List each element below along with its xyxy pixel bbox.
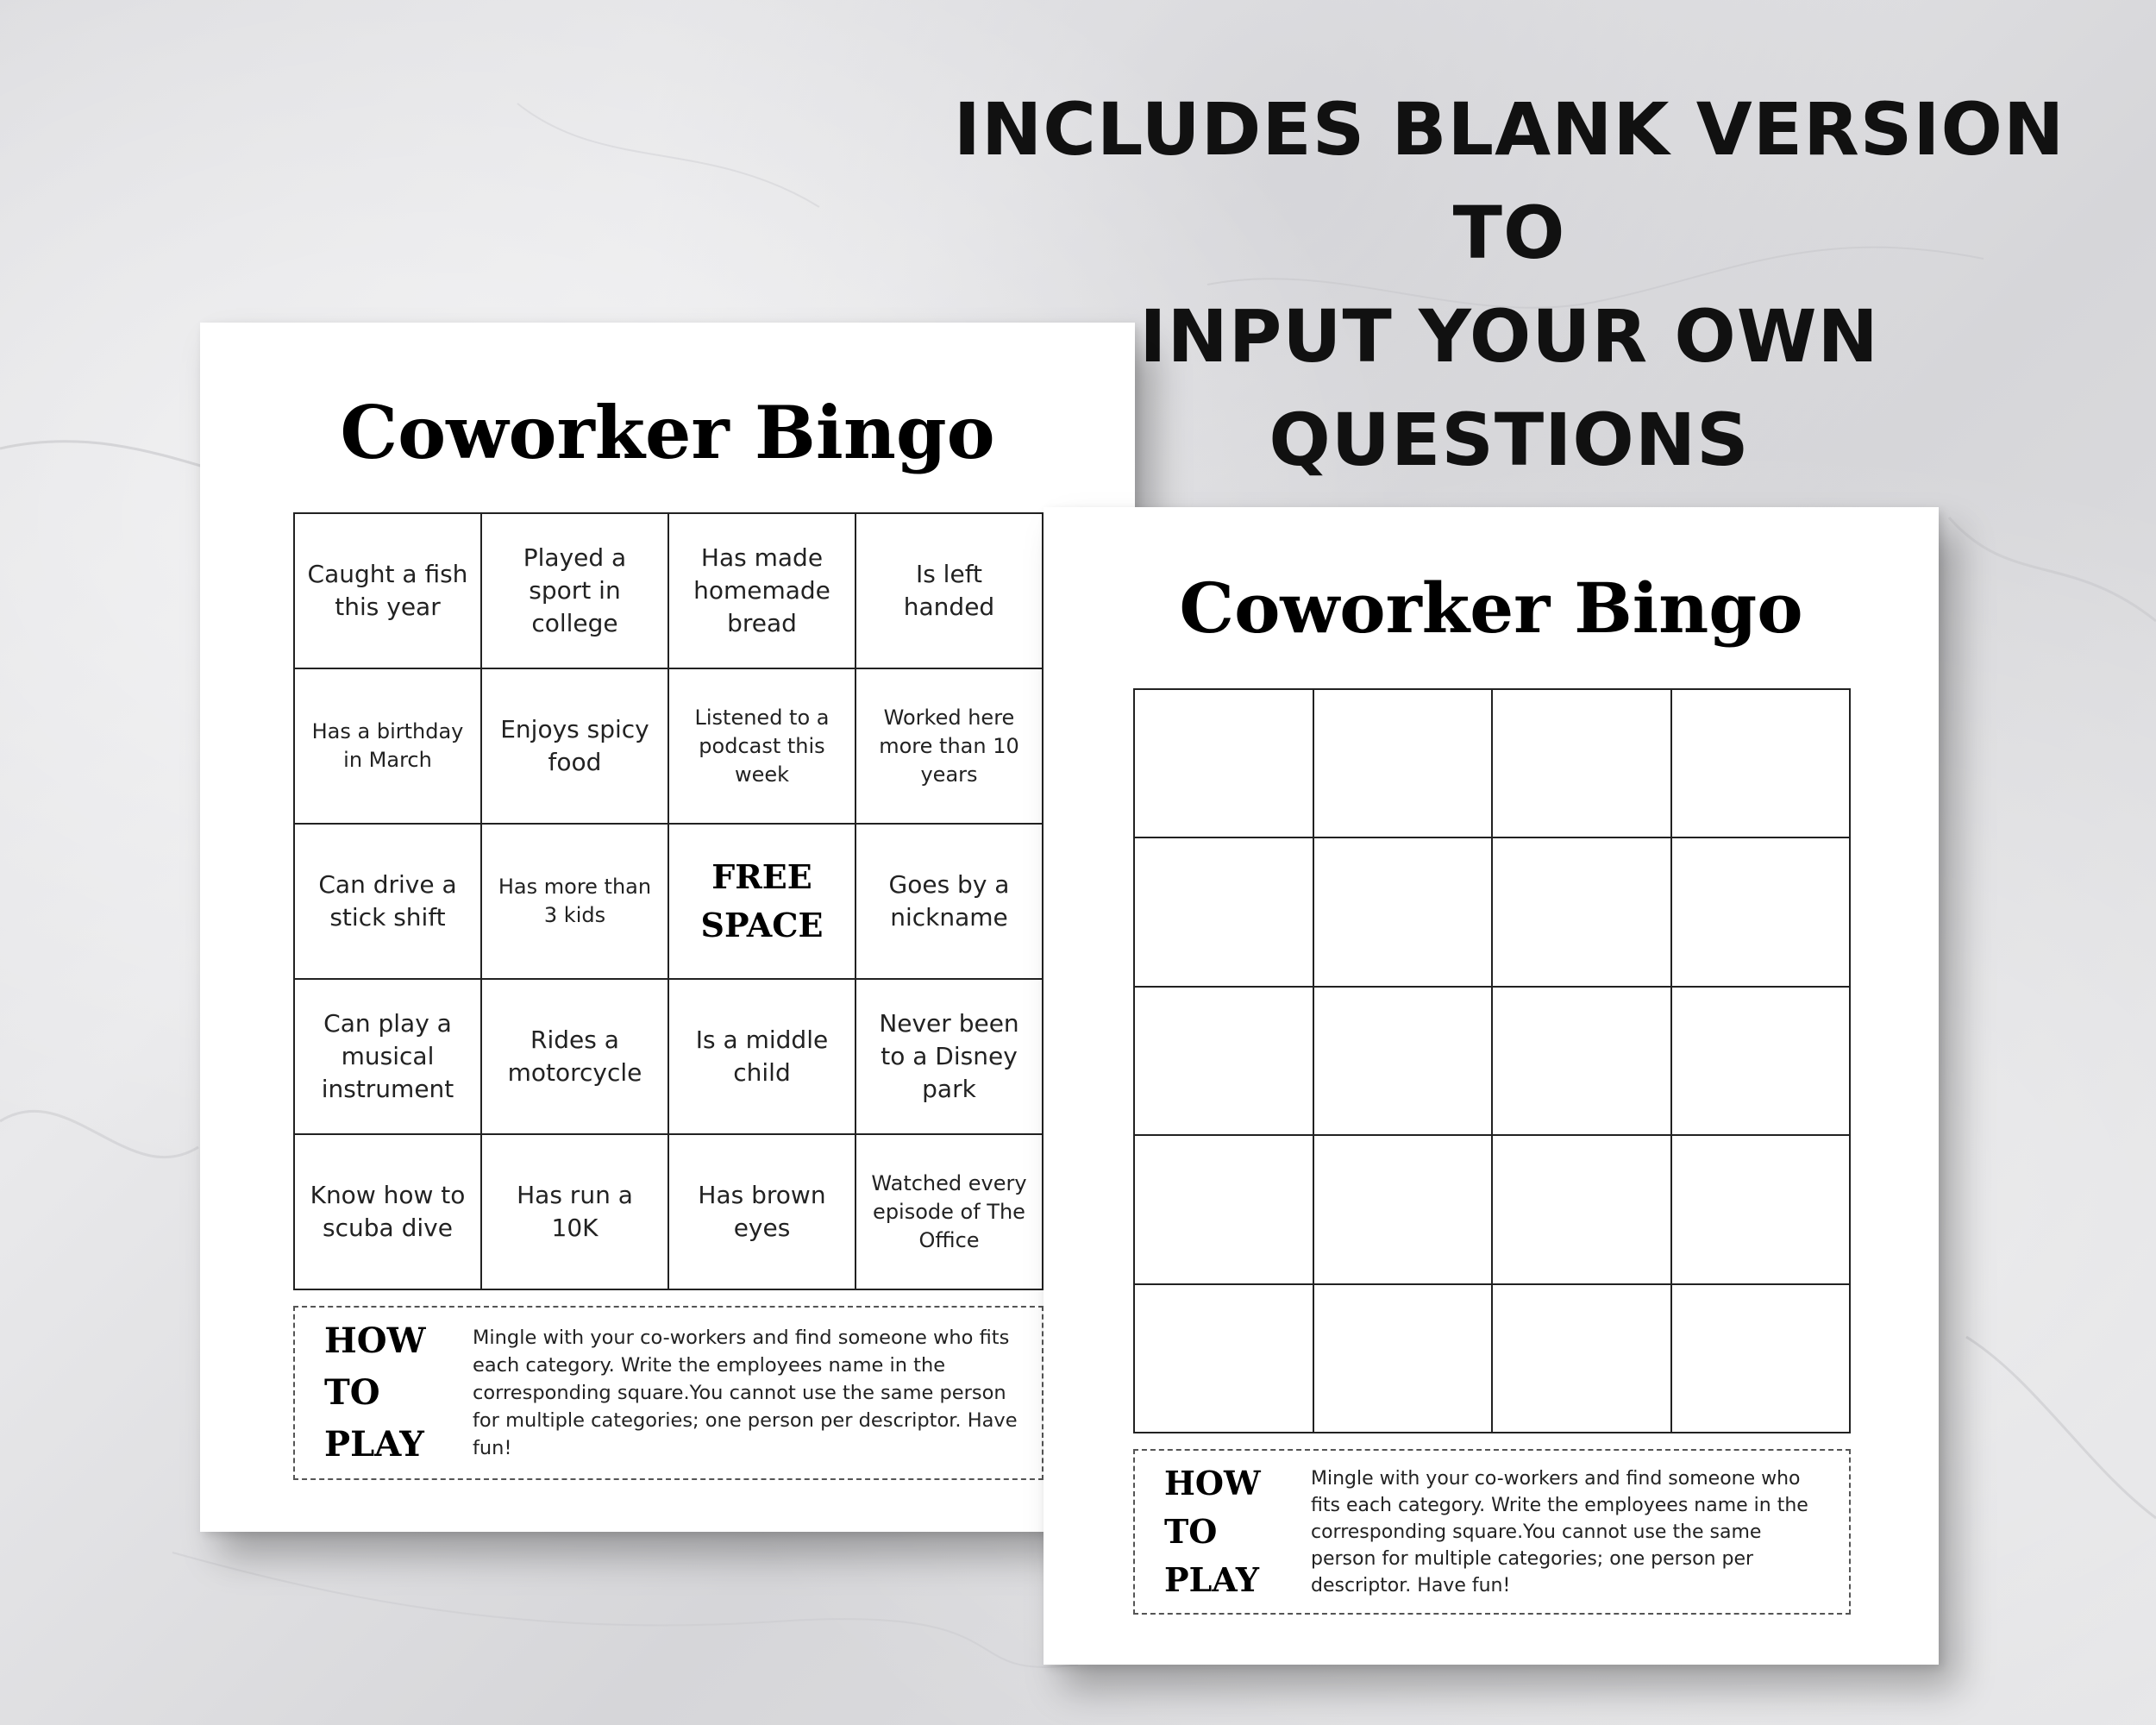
blank-cell bbox=[1135, 838, 1314, 987]
bingo-cell: Is a middle child bbox=[669, 980, 856, 1135]
bingo-cell: Is left handed bbox=[856, 514, 1044, 669]
blank-cell bbox=[1135, 1285, 1314, 1433]
sheet-title: Coworker Bingo bbox=[1179, 568, 1803, 649]
blank-cell bbox=[1493, 988, 1672, 1136]
filled-bingo-sheet bbox=[200, 323, 1135, 1532]
bingo-cell: Caught a fish this year bbox=[295, 514, 482, 669]
how-to-play-box bbox=[293, 1306, 1044, 1480]
blank-cell bbox=[1314, 838, 1494, 987]
blank-cell bbox=[1314, 1136, 1494, 1284]
how-to-play-text: Mingle with your co-workers and find someone who fits each category. Write the employees name in the corresponding square.You cannot use the same person for multiple categories; one person per descriptor. Have fun! bbox=[473, 1327, 1018, 1459]
bingo-grid bbox=[293, 512, 1044, 1290]
bingo-cell: Listened to a podcast this week bbox=[669, 669, 856, 825]
how-to-play-heading: HOW TO PLAY bbox=[1164, 1464, 1261, 1599]
blank-cell bbox=[1672, 838, 1852, 987]
blank-cell bbox=[1672, 690, 1852, 838]
bingo-cell: Enjoys spicy food bbox=[482, 669, 669, 825]
headline-line-2: INPUT YOUR OWN QUESTIONS bbox=[1139, 294, 1879, 482]
blank-cell bbox=[1493, 838, 1672, 987]
bingo-cell: Has more than 3 kids bbox=[482, 825, 669, 980]
blank-cell bbox=[1493, 1285, 1672, 1433]
bingo-cell: Rides a motorcycle bbox=[482, 980, 669, 1135]
bingo-cell: Watched every episode of The Office bbox=[856, 1135, 1044, 1290]
bingo-cell: Know how to scuba dive bbox=[295, 1135, 482, 1290]
blank-bingo-sheet bbox=[1044, 507, 1939, 1665]
blank-cell bbox=[1135, 1136, 1314, 1284]
free-space-cell: FREE SPACE bbox=[669, 825, 856, 980]
bingo-cell: Goes by a nickname bbox=[856, 825, 1044, 980]
blank-cell bbox=[1672, 1136, 1852, 1284]
blank-cell bbox=[1493, 690, 1672, 838]
bingo-cell: Worked here more than 10 years bbox=[856, 669, 1044, 825]
how-to-play-text: Mingle with your co-workers and find someone who fits each category. Write the employees name in the corresponding square.You cannot use the same person for multiple categories; one person per descriptor. Have fun! bbox=[1311, 1467, 1808, 1596]
blank-cell bbox=[1135, 690, 1314, 838]
headline-line-1: INCLUDES BLANK VERSION TO bbox=[953, 87, 2065, 275]
bingo-cell: Played a sport in college bbox=[482, 514, 669, 669]
bingo-cell: Has a birthday in March bbox=[295, 669, 482, 825]
bingo-cell: Has made homemade bread bbox=[669, 514, 856, 669]
blank-cell bbox=[1493, 1136, 1672, 1284]
bingo-cell: Can drive a stick shift bbox=[295, 825, 482, 980]
bingo-cell: Can play a musical instrument bbox=[295, 980, 482, 1135]
bingo-cell: Has run a 10K bbox=[482, 1135, 669, 1290]
sheet-title: Coworker Bingo bbox=[340, 390, 995, 475]
blank-cell bbox=[1314, 988, 1494, 1136]
blank-cell bbox=[1314, 690, 1494, 838]
blank-cell bbox=[1672, 1285, 1852, 1433]
blank-cell bbox=[1314, 1285, 1494, 1433]
how-to-play-box bbox=[1133, 1449, 1851, 1615]
blank-bingo-grid bbox=[1133, 688, 1851, 1433]
blank-cell bbox=[1672, 988, 1852, 1136]
bingo-cell: Has brown eyes bbox=[669, 1135, 856, 1290]
blank-cell bbox=[1135, 988, 1314, 1136]
bingo-cell: Never been to a Disney park bbox=[856, 980, 1044, 1135]
how-to-play-heading: HOW TO PLAY bbox=[324, 1320, 426, 1465]
